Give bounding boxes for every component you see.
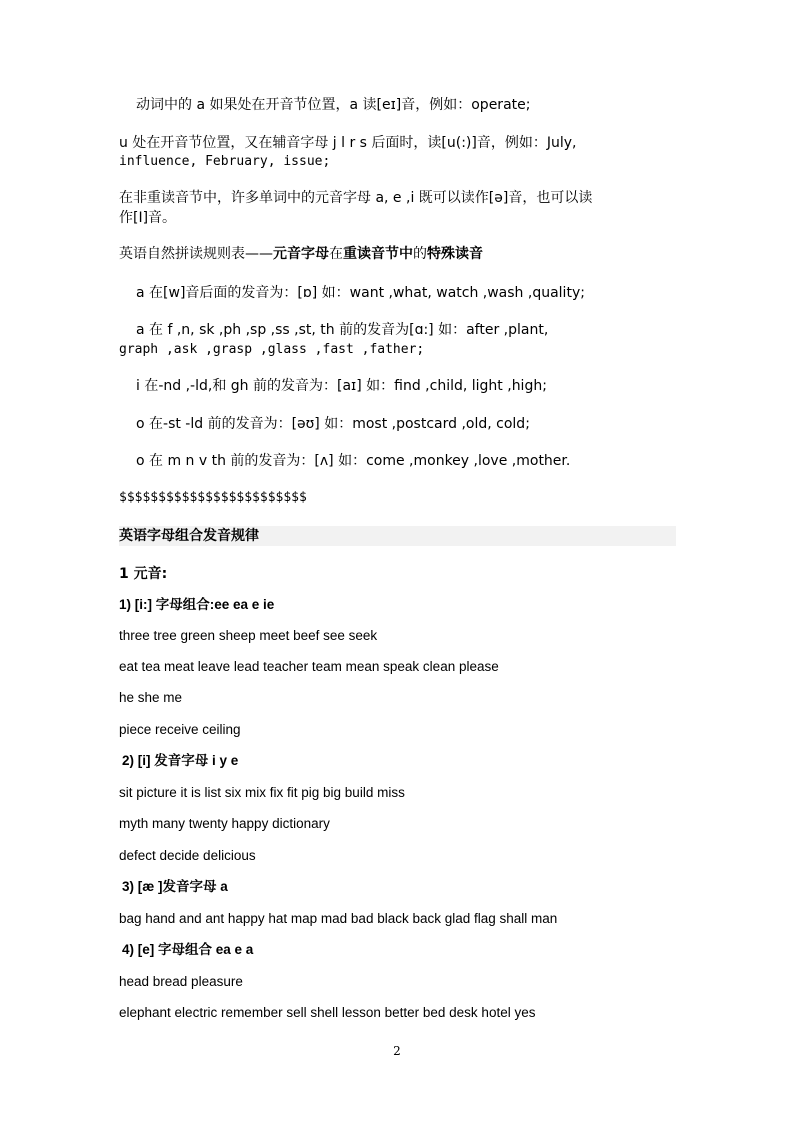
section-title-special-sounds: 特殊读音	[427, 246, 483, 262]
section-title	[119, 245, 483, 263]
group-2-words-3: defect decide delicious	[119, 848, 256, 863]
special-rule-a-after-w: a 在[w]音后面的发音为：[ɒ] 如：want ,what, watch ,wash ,quality;	[136, 285, 585, 301]
page-number: 2	[393, 1044, 401, 1058]
group-2-words-1: sit picture it is list six mix fix fit pig big build miss	[119, 785, 405, 800]
rule-unstressed-line1: 在非重读音节中，许多单词中的元音字母 a, e ,i 既可以读作[ə]音，也可以读	[119, 190, 593, 206]
group-2-words-2: myth many twenty happy dictionary	[119, 816, 330, 831]
combination-heading: 英语字母组合发音规律	[119, 528, 259, 544]
section-title-prefix: 英语自然拼读规则表——	[119, 246, 273, 262]
vowel-heading: 1 元音:	[119, 566, 168, 582]
section-title-vowel-letters: 元音字母	[273, 246, 329, 262]
special-rule-i-before-nd-ld-gh: i 在-nd ,-ld,和 gh 前的发音为：[aɪ] 如：find ,child, light ,high;	[136, 378, 547, 394]
special-rule-a-examples: graph ,ask ,grasp ,glass ,fast ,father;	[119, 342, 425, 357]
group-1-words-4: piece receive ceiling	[119, 722, 241, 737]
group-3-words-1: bag hand and ant happy hat map mad bad black back glad flag shall man	[119, 911, 558, 926]
group-1-title: 1) [i:] 字母组合:ee ea e ie	[119, 597, 275, 612]
group-4-words-2: elephant electric remember sell shell lesson better bed desk hotel yes	[119, 1005, 536, 1020]
group-3-title: 3) [æ ]发音字母 a	[122, 879, 228, 894]
section-title-in: 在	[329, 246, 343, 262]
special-rule-a-before-consonants: a 在 f ,n, sk ,ph ,sp ,ss ,st, th 前的发音为[ɑ:] 如：after ,plant,	[136, 322, 549, 338]
separator-line: $$$$$$$$$$$$$$$$$$$$$$$$	[119, 490, 307, 505]
rule-u-open-syllable: u 处在开音节位置，又在辅音字母 j l r s 后面时，读[u(:)]音，例如：July,	[119, 135, 577, 151]
group-1-words-2: eat tea meat leave lead teacher team mean speak clean please	[119, 659, 499, 674]
group-1-words-3: he she me	[119, 690, 183, 705]
rule-u-examples: influence, February, issue;	[119, 154, 331, 169]
group-4-title: 4) [e] 字母组合 ea e a	[122, 942, 254, 957]
section-title-of: 的	[413, 246, 427, 262]
rule-a-open-syllable: 动词中的 a 如果处在开音节位置，a 读[eɪ]音，例如：operate;	[136, 97, 531, 113]
group-2-title: 2) [i] 发音字母 i y e	[122, 753, 239, 768]
group-1-words-1: three tree green sheep meet beef see seek	[119, 628, 378, 643]
special-rule-o-before-st-ld: o 在-st -ld 前的发音为：[əʊ] 如：most ,postcard ,old, cold;	[136, 416, 530, 432]
section-title-stressed-syllable: 重读音节中	[343, 246, 413, 262]
rule-unstressed-line2: 作[I]音。	[119, 210, 177, 226]
special-rule-o-before-mnvth: o 在 m n v th 前的发音为：[ʌ] 如：come ,monkey ,love ,mother.	[136, 453, 571, 469]
group-4-words-1: head bread pleasure	[119, 974, 243, 989]
